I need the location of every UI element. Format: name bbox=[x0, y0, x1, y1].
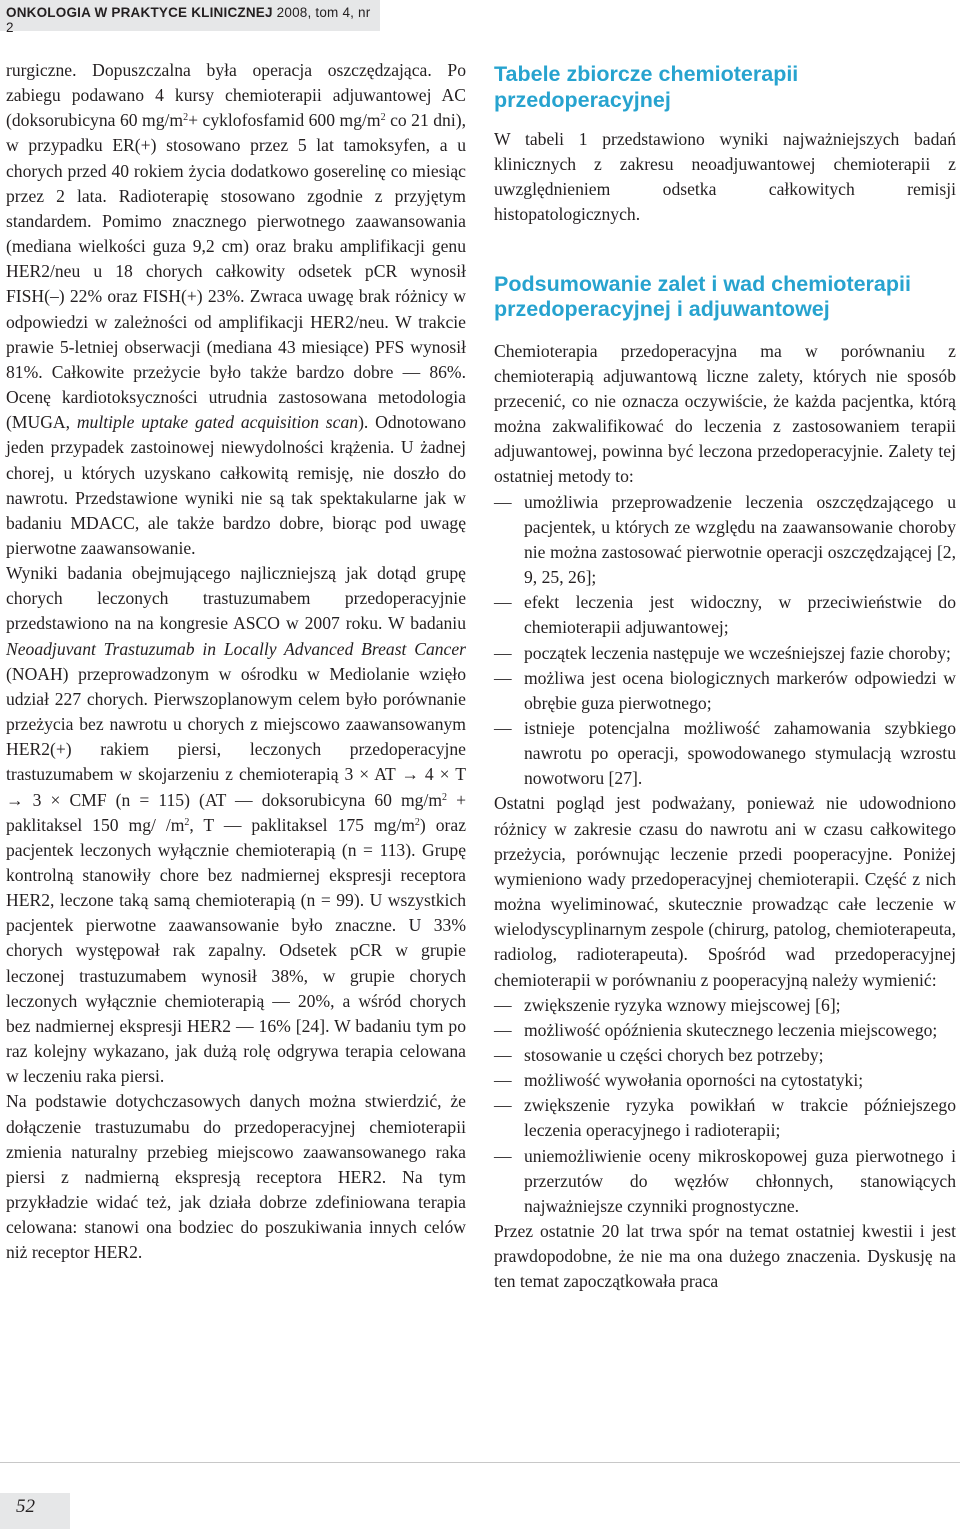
section-heading-pros-cons: Podsumowanie zalet i wad chemioterapii przedoperacyjnej i adjuwantowej bbox=[494, 271, 911, 322]
list-item: — zwiększenie ryzyka wznowy miejscowej [6]; bbox=[494, 993, 956, 1018]
page-number-box bbox=[0, 1493, 70, 1529]
journal-header-text bbox=[6, 5, 380, 35]
list-item: — zwiększenie ryzyka powikłań w trakcie późniejszego leczenia operacyjnego i radioterapii; bbox=[494, 1093, 956, 1143]
journal-issue: 2008, tom 4, nr 2 bbox=[6, 5, 371, 35]
running-header bbox=[0, 0, 380, 35]
list-item: — stosowanie u części chorych bez potrzeby; bbox=[494, 1043, 956, 1068]
list-item: — możliwość wywołania oporności na cytostatyki; bbox=[494, 1068, 956, 1093]
list-item: — istnieje potencjalna możliwość zahamowania szybkiego nawrotu po operacji, spowodowanego stymulacją wzrostu nowotworu [27]. bbox=[494, 716, 956, 791]
left-paragraph-1: rurgiczne. Dopuszczalna była operacja oszczędzająca. Po zabiegu podawano 4 kursy chemioterapii adjuwantowej AC (doksorubicyna 60 $mg/m^2+$ cyklofosfamid 600 $mg/m^2$ co 21 dni), w przypadku ER(+) stosowano przez 5 lat tamoksyfen, a u chorych przed 40 rokiem życia dodatkowo goserelinę co miesiąc przez 2 lata. Radioterapię stosowano zgodnie z przyjętym standardem. Pomimo znacznego pierwotnego zaawansowania (mediana wielkości guza 9,2 cm) oraz braku amplifikacji genu HER2/neu u 18 chorych całkowity odsetek pCR wynosił FISH(–) 22% oraz FISH(+) 23%. Zwraca uwagę brak różnicy w odpowiedzi w zależności od amplifikacji HER2/neu. W trakcie prawie 5-letniej obserwacji (mediana 43 miesiące) PFS wynosił 81%. Całkowite przeżycie było także bardzo dobre — 86%. Ocenę kardiotoksyczności utrudnia zastosowana metodologia (MUGA, multiple uptake gated acquisition scan). Odnotowano jeden przypadek zastoinowej niewydolności krążenia. U żadnej chorej, u których uzyskano całkowitą remisję, nie doszło do nawrotu. Przedstawione wyniki nie są tak spektakularne jak w badaniu MDACC, ale także bardzo dobre, biorąc pod uwagę pierwotne zaawansowanie. bbox=[6, 60, 466, 558]
right-column bbox=[494, 62, 956, 1295]
journal-title: ONKOLOGIA W PRAKTYCE KLINICZNEJ bbox=[6, 5, 273, 20]
right-paragraph-2: Chemioterapia przedoperacyjna ma w porównaniu z chemioterapią adjuwantową liczne zalety, których nie sposób przecenić, co nie oznacza oczywiście, że każda pacjentka, którą można zakwalifikować do leczenia z zastosowaniem terapii adjuwantowej, powinna być leczona przedoperacyjnie. Zalety tej ostatniej metody to: bbox=[494, 340, 956, 487]
list-item: — możliwość opóźnienia skutecznego leczenia miejscowego; bbox=[494, 1018, 956, 1043]
right-paragraph-4: Przez ostatnie 20 lat trwa spór na temat ostatniej kwestii i jest prawdopodobne, że nie ma ona dużego znaczenia. Dyskusję na ten temat zapoczątkowała praca bbox=[494, 1221, 956, 1292]
left-paragraph-3: Na podstawie dotychczasowych danych można stwierdzić, że dołączenie trastuzumabu do przedoperacyjnej chemioterapii zmienia naturalny przebieg miejscowo zaawansowanego raka piersi z nadmierną ekspresją receptora HER2. Na tym przykładzie widać też, jak działa dobrze zdefiniowana terapia celowana: stanowi ona bodziec do poszukiwania innych celów niż receptor HER2. bbox=[6, 1091, 466, 1263]
footer-divider bbox=[0, 1462, 960, 1463]
list-item: — początek leczenia następuje we wcześniejszej fazie choroby; bbox=[494, 641, 956, 666]
page-number: 52 bbox=[16, 1496, 35, 1517]
list-item: — umożliwia przeprowadzenie leczenia oszczędzającego u pacjentek, u których ze względu na zaawansowanie choroby nie można zastosować pierwotnie operacji oszczędzającej [2, 9, 25, 26]; bbox=[494, 490, 956, 591]
advantages-list bbox=[494, 490, 956, 792]
list-item: — efekt leczenia jest widoczny, w przeciwieństwie do chemioterapii adjuwantowej; bbox=[494, 590, 956, 640]
left-paragraph-2: Wyniki badania obejmującego najliczniejszą jak dotąd grupę chorych leczonych trastuzumabem przedoperacyjnie przedstawiono na na kongresie ASCO w 2007 roku. W badaniu Neoadjuvant Trastuzumab in Locally Advanced Breast Cancer (NOAH) przeprowadzonym w ośrodku w Mediolanie wzięło udział 227 chorych. Pierwszoplanowym celem było porównanie przeżycia bez nawrotu u chorych z miejscowo zaawansowanym HER2(+) rakiem piersi, leczonych przedoperacyjne trastuzumabem w skojarzeniu z chemioterapią 3 × AT → 4 × T → 3 × CMF (n = 115) (AT — doksorubicyna 60 $mg/m^2$ + paklitaksel 150 mg/ $/m^2$, T — paklitaksel 175 $mg/m^2$) oraz pacjentek leczonych wyłącznie chemioterapią (n = 113). Grupę kontrolną stanowiły chore bez nadmiernej ekspresji receptora HER2, leczone taką samą chemioterapią (n = 99). U wszystkich pacjentek pierwotne zaawansowanie było znaczne. U 33% chorych występował rak zapalny. Odsetek pCR w grupie leczonej trastuzumabem wynosił 38%, w grupie chorych leczonych wyłącznie chemioterapią — 20%, a wśród chorych bez nadmiernej ekspresji HER2 — 16% [24]. W badaniu tym po raz kolejny wykazano, jak dużą rolę odgrywa terapia celowana w leczeniu raka piersi. bbox=[6, 563, 467, 1087]
disadvantages-list bbox=[494, 993, 956, 1219]
list-item: — możliwa jest ocena biologicznych markerów odpowiedzi w obrębie guza pierwotnego; bbox=[494, 666, 956, 716]
section-heading-summary-tables: Tabele zbiorcze chemioterapii przedoperacyjnej bbox=[494, 62, 799, 112]
right-paragraph-3: Ostatni pogląd jest podważany, ponieważ nie udowodniono różnicy w zakresie czasu do nawrotu ani w czasu całkowitego przeżycia, porównując leczenie przedi pooperacyjne. Poniżej wymieniono wady przedoperacyjnej chemioterapii. Część z nich można wyeliminować, skutecznie prowadząc całe leczenie w wielodyscyplinarnym zespole (chirurg, patolog, chemioterapeuta, radiolog, radioterapeuta). Spośród wad przedoperacyjnej chemioterapii w porównaniu z pooperacyjną należy wymienić: bbox=[494, 793, 956, 990]
list-item: — uniemożliwienie oceny mikroskopowej guza pierwotnego i przerzutów do węzłów chłonnych, stanowiących najważniejsze czynniki prognostyczne. bbox=[494, 1144, 956, 1219]
right-paragraph-1: W tabeli 1 przedstawiono wyniki najważniejszych badań klinicznych z zakresu neoadjuwantowej chemioterapii z uwzględnieniem odsetka całkowitych remisji histopatologicznych. bbox=[494, 129, 956, 225]
left-column bbox=[6, 58, 466, 1266]
